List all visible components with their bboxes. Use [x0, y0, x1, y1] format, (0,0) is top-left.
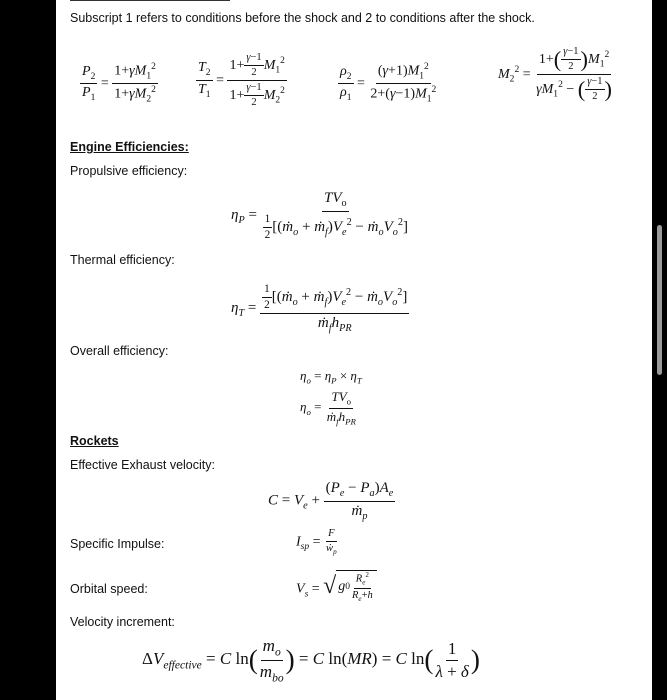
scrollbar[interactable] — [657, 225, 662, 375]
velocity-increment-equation: $\Delta V_{effective} = C$ ln( $m_o$ $m_{bo}$ ) = C ln(MR) = C ln( $\frac{1}{\lambda + \delta}$ ) — [142, 636, 480, 685]
rockets-heading: Rockets — [70, 434, 119, 448]
mach-after-shock-equation: $M_2^2$ = 1+( $\frac{\gamma-1}{2}$ )$M_1^2$ $\gamma M_1^2$ − ( $\frac{\gamma-1}{2}$ ) — [498, 46, 612, 103]
orbital-speed-equation: $V_s$ = √ g 0 $R_e^2$ $R_e+h$ — [296, 570, 377, 603]
propulsive-efficiency-equation: $\eta_P$ = $TV_o$ $\frac{1}{2}$ [(ṁ$_o$ + $ṁ_f)V_e^2$ − $ṁ_oV_o^2$] — [231, 190, 408, 241]
overall-efficiency-label: Overall efficiency: — [70, 344, 169, 358]
exhaust-velocity-label: Effective Exhaust velocity: — [70, 458, 215, 472]
engine-efficiencies-heading: Engine Efficiencies: — [70, 140, 189, 154]
pressure-ratio-equation: $\frac{P_2}{P_1}$ = $\frac{1+\gamma M_1^2}{1+\gamma M_2^2}$ — [82, 62, 156, 105]
overall-efficiency-ratio-equation: $\eta_o$ = $TV_o$ $ṁ_fh_{PR}$ — [300, 389, 356, 427]
orbital-speed-label: Orbital speed: — [70, 582, 148, 596]
temperature-ratio-equation: $\frac{T_2}{T_1}$ = 1+ $\frac{\gamma-1}{2}$ $M_1^2$ 1+ $\frac{\gamma-1}{2}$ $M_2^2$ — [198, 52, 285, 109]
overall-efficiency-product-equation: $\eta_o = \eta_P \times \eta_T$ — [300, 368, 362, 386]
document-page — [56, 0, 652, 700]
velocity-increment-label: Velocity increment: — [70, 615, 175, 629]
propulsive-efficiency-label: Propulsive efficiency: — [70, 164, 188, 178]
exhaust-velocity-equation: $C = V_e$ + $\frac{(P_e - P_a)A_e}{ṁ_p}$ — [268, 480, 394, 522]
intro-text: Subscript 1 refers to conditions before the shock and 2 to conditions after the shock. — [70, 11, 535, 25]
density-ratio-equation: $\frac{\rho_2}{\rho_1}$ = $\frac{(\gamma+1)M_1^2}{2+(\gamma-1)M_1^2}$ — [340, 62, 437, 105]
specific-impulse-label: Specific Impulse: — [70, 537, 165, 551]
top-rule — [70, 0, 230, 2]
thermal-efficiency-label: Thermal efficiency: — [70, 253, 175, 267]
thermal-efficiency-equation: $\eta_T$ = $\frac{1}{2}$ [(ṁ$_o$ + $ṁ_f)V_e^2$ − $ṁ_oV_o^2$] $ṁ_fh_{PR}$ — [231, 283, 408, 334]
specific-impulse-equation: $I_{sp}$ = $\frac{F}{ẇ_p}$ — [296, 528, 337, 557]
